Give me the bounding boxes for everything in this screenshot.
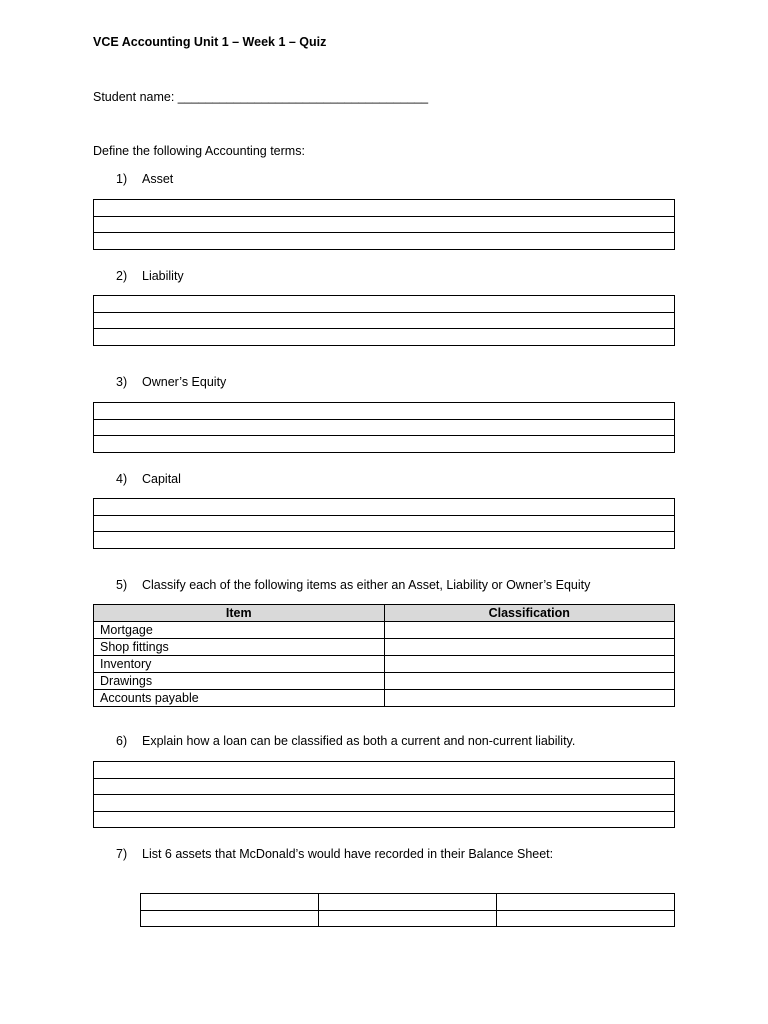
item-cell: Accounts payable: [94, 690, 385, 707]
answer-box-6[interactable]: [93, 761, 675, 828]
item-cell: Shop fittings: [94, 639, 385, 656]
asset-cell[interactable]: [319, 894, 497, 911]
asset-cell[interactable]: [497, 910, 675, 927]
question-text: Asset: [142, 172, 174, 186]
answer-box-3[interactable]: [93, 402, 675, 453]
asset-cell[interactable]: [141, 910, 319, 927]
answer-line[interactable]: [94, 499, 675, 516]
answer-line[interactable]: [94, 419, 675, 436]
item-cell: Mortgage: [94, 622, 385, 639]
header-classification: Classification: [384, 605, 675, 622]
question-number: 5): [116, 578, 128, 592]
question-text: List 6 assets that McDonald’s would have recorded in their Balance Sheet:: [142, 847, 554, 861]
answer-box-4[interactable]: [93, 498, 675, 549]
answer-line[interactable]: [94, 403, 675, 420]
quiz-title: VCE Accounting Unit 1 – Week 1 – Quiz: [93, 35, 327, 49]
item-cell: Inventory: [94, 656, 385, 673]
table-row: [94, 673, 675, 690]
table-row: [141, 894, 675, 911]
question-number: 3): [116, 375, 128, 389]
table-row: [141, 910, 675, 927]
answer-line[interactable]: [94, 200, 675, 217]
answer-line[interactable]: [94, 312, 675, 329]
answer-line[interactable]: [94, 436, 675, 453]
answer-box-2[interactable]: [93, 295, 675, 346]
question-text: Owner’s Equity: [142, 375, 227, 389]
answer-line[interactable]: [94, 296, 675, 313]
table-row: [94, 622, 675, 639]
question-1: [116, 172, 173, 186]
question-number: 1): [116, 172, 128, 186]
instructions: Define the following Accounting terms:: [93, 144, 305, 158]
answer-line[interactable]: [94, 762, 675, 779]
classification-cell[interactable]: [384, 673, 675, 690]
student-name-label: Student name:: [93, 90, 175, 104]
assets-list-table: [140, 893, 675, 927]
asset-cell[interactable]: [141, 894, 319, 911]
asset-cell[interactable]: [497, 894, 675, 911]
table-row: [94, 690, 675, 707]
question-2: [116, 269, 184, 283]
question-number: 4): [116, 472, 128, 486]
table-row: [94, 639, 675, 656]
question-5: [116, 578, 590, 592]
answer-line[interactable]: [94, 233, 675, 250]
question-text: Liability: [142, 269, 184, 283]
item-cell: Drawings: [94, 673, 385, 690]
classification-cell[interactable]: [384, 639, 675, 656]
question-number: 2): [116, 269, 128, 283]
question-number: 7): [116, 847, 128, 861]
header-item: Item: [94, 605, 385, 622]
question-4: [116, 472, 181, 486]
question-3: [116, 375, 226, 389]
table-row: [94, 656, 675, 673]
student-name-line[interactable]: ____________________________________: [177, 90, 429, 104]
student-name-row: [93, 90, 428, 104]
question-number: 6): [116, 734, 128, 748]
answer-box-1[interactable]: [93, 199, 675, 250]
answer-line[interactable]: [94, 795, 675, 812]
classification-table: [93, 604, 675, 707]
classification-cell[interactable]: [384, 656, 675, 673]
question-text: Explain how a loan can be classified as both a current and non-current liability.: [142, 734, 576, 748]
asset-cell[interactable]: [319, 910, 497, 927]
answer-line[interactable]: [94, 216, 675, 233]
answer-line[interactable]: [94, 329, 675, 346]
question-text: Classify each of the following items as either an Asset, Liability or Owner’s Equity: [142, 578, 591, 592]
classification-cell[interactable]: [384, 622, 675, 639]
answer-line[interactable]: [94, 778, 675, 795]
table-header-row: [94, 605, 675, 622]
question-text: Capital: [142, 472, 181, 486]
answer-line[interactable]: [94, 515, 675, 532]
answer-line[interactable]: [94, 811, 675, 828]
question-6: [116, 734, 575, 748]
question-7: [116, 847, 553, 861]
answer-line[interactable]: [94, 532, 675, 549]
classification-cell[interactable]: [384, 690, 675, 707]
